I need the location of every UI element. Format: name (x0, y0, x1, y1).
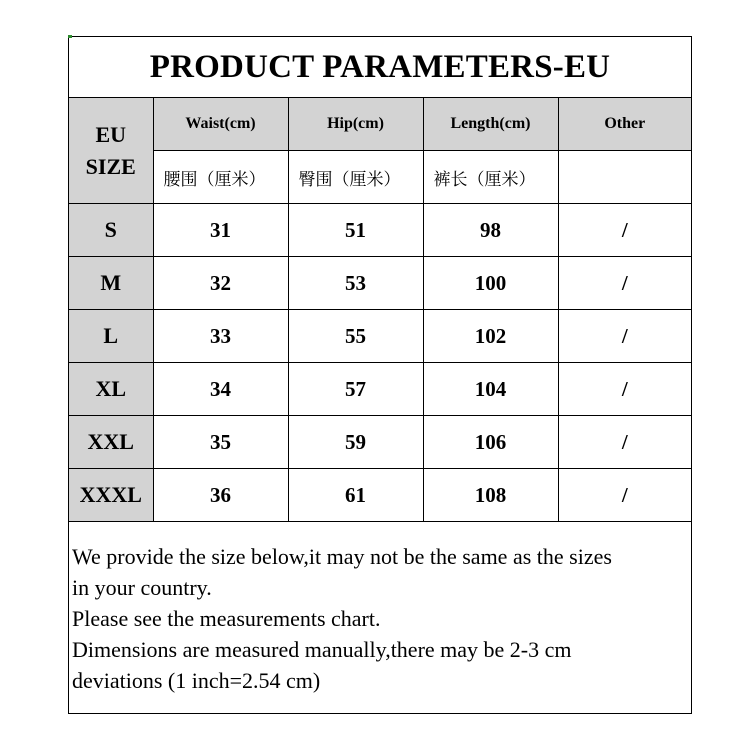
hip-cell: 53 (288, 257, 423, 310)
note-line: in your country. (72, 575, 212, 600)
note-line: Dimensions are measured manually,there may be 2-3 cm (72, 637, 572, 662)
length-cell: 104 (423, 363, 558, 416)
other-cell: / (558, 310, 691, 363)
table-row (69, 469, 691, 522)
note-line: deviations (1 inch=2.54 cm) (72, 668, 321, 693)
other-cell: / (558, 363, 691, 416)
size-cell: XXXL (69, 469, 153, 522)
size-cell: S (69, 204, 153, 257)
waist-cell: 36 (153, 469, 288, 522)
size-notes (72, 541, 690, 696)
table-row (69, 416, 691, 469)
column-header-other: Other (558, 98, 691, 151)
table-subheader-row (69, 151, 691, 204)
other-cell: / (558, 257, 691, 310)
length-cell: 102 (423, 310, 558, 363)
eu-size-label-line1: EU (95, 121, 127, 147)
length-cell: 106 (423, 416, 558, 469)
length-cell: 98 (423, 204, 558, 257)
length-cell: 100 (423, 257, 558, 310)
hip-cell: 61 (288, 469, 423, 522)
hip-cell: 57 (288, 363, 423, 416)
table-row (69, 363, 691, 416)
eu-size-label-line2: SIZE (85, 153, 136, 179)
column-header-waist: Waist(cm) (153, 98, 288, 151)
table-row (69, 257, 691, 310)
waist-cell: 35 (153, 416, 288, 469)
other-cell: / (558, 204, 691, 257)
size-chart (68, 36, 692, 714)
table-row (69, 204, 691, 257)
column-subheader-other (558, 151, 691, 204)
size-cell: M (69, 257, 153, 310)
column-header-length: Length(cm) (423, 98, 558, 151)
size-cell: L (69, 310, 153, 363)
hip-cell: 55 (288, 310, 423, 363)
eu-size-header (69, 98, 153, 204)
hip-cell: 59 (288, 416, 423, 469)
note-line: Please see the measurements chart. (72, 606, 381, 631)
column-subheader-length: 裤长（厘米） (423, 151, 558, 204)
waist-cell: 33 (153, 310, 288, 363)
size-table (69, 97, 691, 522)
size-cell: XL (69, 363, 153, 416)
table-row (69, 310, 691, 363)
note-line: We provide the size below,it may not be the same as the sizes (72, 544, 612, 569)
other-cell: / (558, 416, 691, 469)
waist-cell: 31 (153, 204, 288, 257)
length-cell: 108 (423, 469, 558, 522)
column-header-hip: Hip(cm) (288, 98, 423, 151)
other-cell: / (558, 469, 691, 522)
table-header-row (69, 98, 691, 151)
column-subheader-waist: 腰围（厘米） (153, 151, 288, 204)
waist-cell: 32 (153, 257, 288, 310)
column-subheader-hip: 臀围（厘米） (288, 151, 423, 204)
waist-cell: 34 (153, 363, 288, 416)
page-title: PRODUCT PARAMETERS-EU (149, 48, 611, 85)
size-cell: XXL (69, 416, 153, 469)
hip-cell: 51 (288, 204, 423, 257)
